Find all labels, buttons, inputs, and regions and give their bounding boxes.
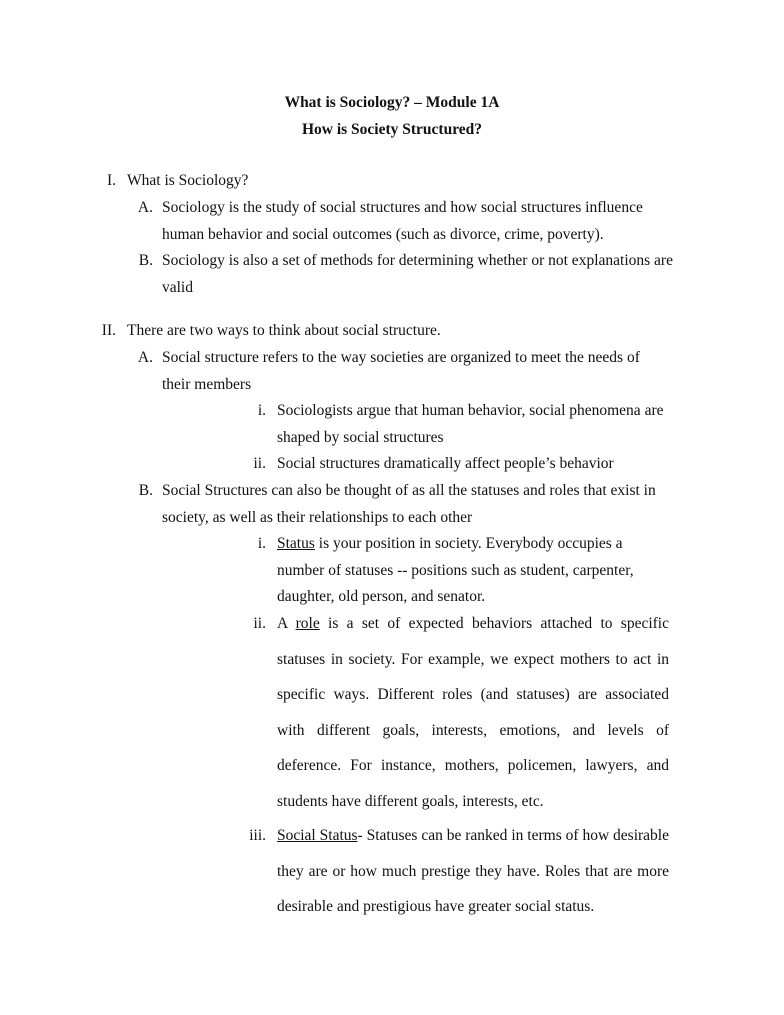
list-marker: B. xyxy=(138,252,153,269)
section-marker: I. xyxy=(106,172,116,189)
definition-text: is your position in society. Everybody occupies a number of statuses -- positions such as student, carpenter, daughter, old person, and senator. xyxy=(277,535,634,605)
section-heading: There are two ways to think about social structure. xyxy=(127,322,441,339)
list-item-text: Sociology is the study of social structures and how social structures influence human behavior and social outcomes (such as divorce, crime, poverty). xyxy=(162,199,643,243)
sub-list-item-text: Sociologists argue that human behavior, social phenomena are shaped by social structures xyxy=(277,402,664,446)
document-subtitle: How is Society Structured? xyxy=(301,121,483,138)
list-item-text: Sociology is also a set of methods for determining whether or not explanations are valid xyxy=(162,252,673,296)
definition-prefix: A xyxy=(277,615,296,632)
term-social-status: Social Status xyxy=(277,827,358,844)
sub-list-item-text xyxy=(277,818,669,925)
list-marker: B. xyxy=(138,482,153,499)
list-item-text: Social Structures can also be thought of as all the statuses and roles that exist in society, as well as their relationships to each other xyxy=(162,482,656,526)
term-role: role xyxy=(295,615,320,632)
sub-list-item-text: Social structures dramatically affect people’s behavior xyxy=(277,455,614,472)
list-marker: A. xyxy=(137,349,153,366)
sub-list-item-text xyxy=(277,531,647,611)
definition-text: - Statuses can be ranked in terms of how desirable they are or how much prestige they have. Roles that are more desirable and prestigious have greater social status. xyxy=(277,827,669,915)
section-heading: What is Sociology? xyxy=(127,172,249,189)
sub-list-marker: ii. xyxy=(253,455,266,472)
sub-list-marker: ii. xyxy=(253,615,266,632)
term-status: Status xyxy=(277,535,315,552)
definition-text: is a set of expected behaviors attached to specific statuses in society. For example, we expect mothers to act in specific ways. Different roles (and statuses) are associated with different goals, interests, emotions, and levels of deference. For instance, mothers, policemen, lawyers, and students have different goals, interests, etc. xyxy=(277,615,669,810)
sub-list-marker: i. xyxy=(257,402,266,419)
section-marker: II. xyxy=(101,322,116,339)
document-title: What is Sociology? – Module 1A xyxy=(284,94,500,111)
sub-list-marker: iii. xyxy=(249,827,266,844)
list-marker: A. xyxy=(137,199,153,216)
list-item-text: Social structure refers to the way societies are organized to meet the needs of their members xyxy=(162,349,640,393)
sub-list-item-text xyxy=(277,606,669,819)
sub-list-marker: i. xyxy=(257,535,266,552)
